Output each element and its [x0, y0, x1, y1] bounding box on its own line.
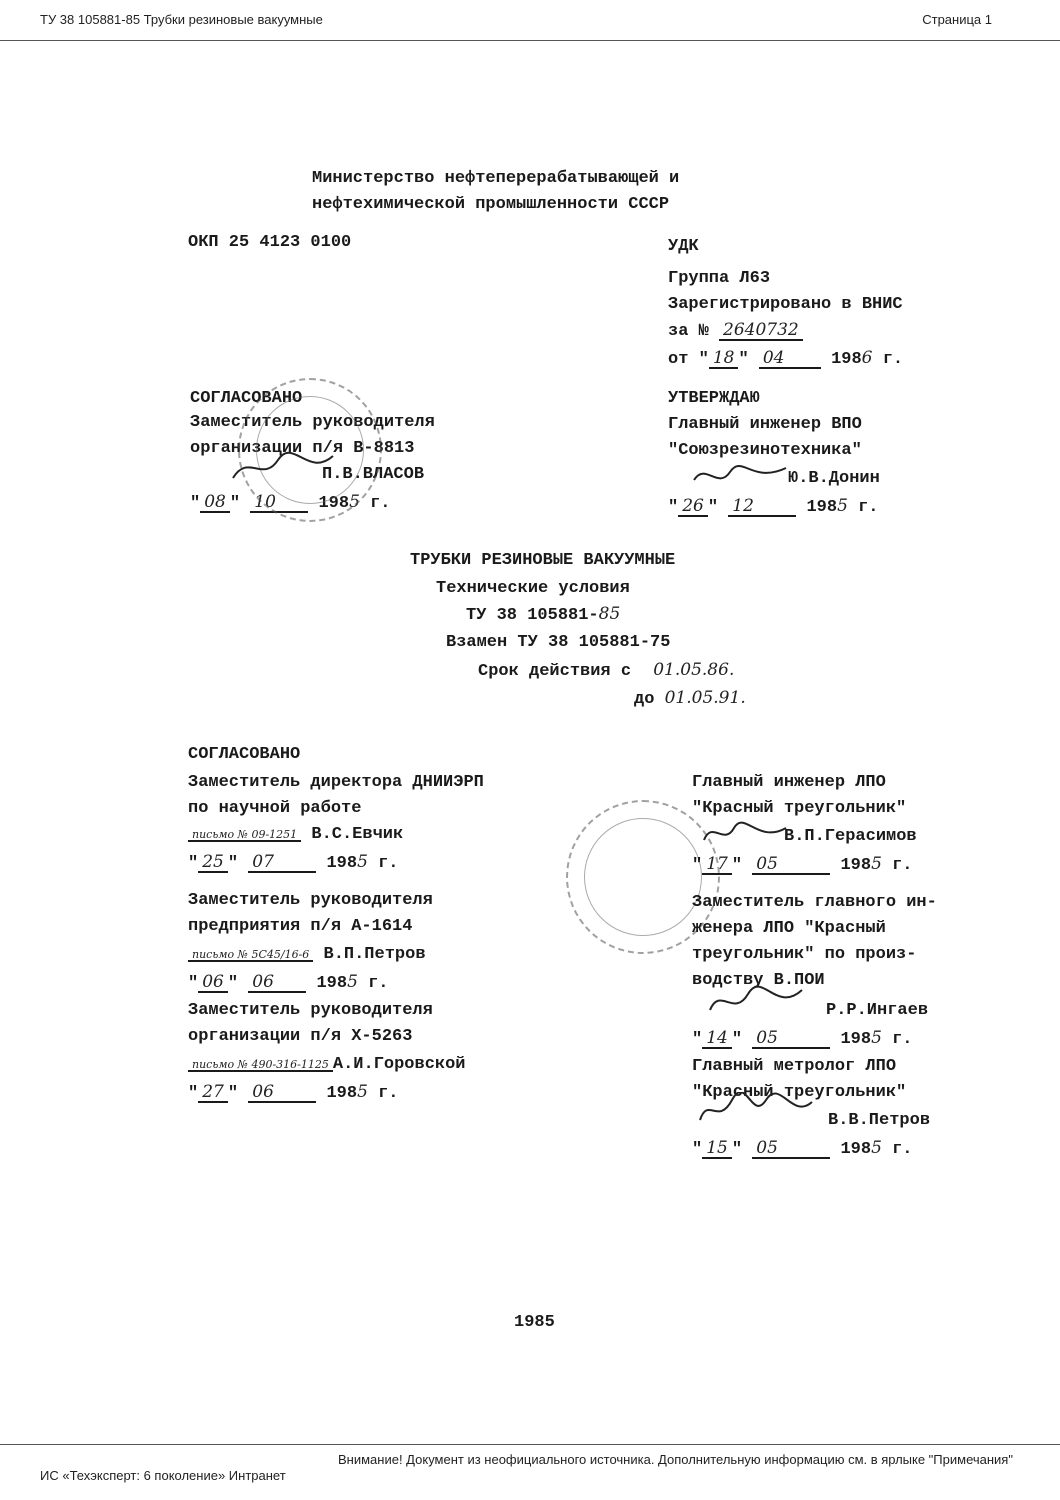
registered-label: Зарегистрировано в ВНИС [668, 295, 903, 314]
tu-number: ТУ 38 105881-85 [466, 604, 621, 625]
signer-3-name: В.В.Петров [828, 1111, 931, 1130]
right-approval-title: УТВЕРЖДАЮ [668, 389, 760, 408]
page-number: Страница 1 [922, 12, 992, 27]
approver-1-letter: письмо № 09-1251 В.С.Евчик [188, 826, 403, 843]
right-approval-date: " 26 " 12 1985 г. [668, 496, 879, 517]
approver-1-date: " 25 " 07 1985 г. [188, 852, 399, 873]
signer-2-line-2: женера ЛПО "Красный [692, 919, 886, 938]
group-label: Группа Л63 [668, 269, 771, 288]
signer-3-line-2: "Красный треугольник" [692, 1083, 907, 1102]
document-year: 1985 [514, 1313, 555, 1332]
signer-3-date: " 15 " 05 1985 г. [692, 1138, 913, 1159]
approver-2-line-2: предприятия п/я А-1614 [188, 917, 413, 936]
ministry-line-1: Министерство нефтеперерабатывающей и [312, 169, 680, 188]
ministry-line-2: нефтехимической промышленности СССР [312, 195, 670, 214]
document-subtitle: Технические условия [436, 579, 630, 598]
approver-1-line-1: Заместитель директора ДНИИЭРП [188, 773, 484, 792]
signer-2-date: " 14 " 05 1985 г. [692, 1028, 913, 1049]
registration-number: за № 2640732 [668, 322, 803, 341]
header-divider [0, 40, 1060, 41]
signer-3-line-1: Главный метролог ЛПО [692, 1057, 897, 1076]
approver-1-line-2: по научной работе [188, 799, 362, 818]
footer-divider [0, 1444, 1060, 1445]
left-approval-name: П.В.ВЛАСОВ [322, 465, 425, 484]
approver-3-line-2: организации п/я Х-5263 [188, 1027, 413, 1046]
registration-date: от " 18 " 04 1986 г. [668, 348, 904, 369]
right-approval-line-1: Главный инженер ВПО [668, 415, 862, 434]
signer-2-signature [706, 984, 806, 1020]
document-title: ТУ 38 105881-85 Трубки резиновые вакуумные [40, 12, 323, 27]
validity-from: Срок действия с 01.05.86. [478, 660, 735, 681]
signer-1-line-2: "Красный треугольник" [692, 799, 907, 818]
product-title: ТРУБКИ РЕЗИНОВЫЕ ВАКУУМНЫЕ [410, 551, 676, 570]
approver-2-line-1: Заместитель руководителя [188, 891, 433, 910]
signer-2-name: Р.Р.Ингаев [826, 1001, 929, 1020]
left-approval-signature [228, 448, 338, 488]
lower-left-title: СОГЛАСОВАНО [188, 745, 301, 764]
approver-3-letter: письмо № 490-316-1125 А.И.Горовской [188, 1056, 466, 1073]
left-approval-line-2: организации п/я В-8813 [190, 439, 415, 458]
system-name: ИС «Техэксперт: 6 поколение» Интранет [40, 1468, 286, 1483]
approver-3-date: " 27 " 06 1985 г. [188, 1082, 399, 1103]
validity-to: до 01.05.91. [634, 688, 746, 709]
okp-code: ОКП 25 4123 0100 [188, 233, 352, 252]
approver-2-letter: письмо № 5С45/16-6 В.П.Петров [188, 946, 426, 963]
right-approval-line-2: "Союзрезинотехника" [668, 441, 862, 460]
signer-1-date: " 17 " 05 1985 г. [692, 854, 913, 875]
unofficial-source-notice: Внимание! Документ из неофициального источника. Дополнительную информацию см. в ярлыке "Примечания" [338, 1452, 1013, 1467]
left-approval-date: " 08 " 10 1985 г. [190, 492, 391, 513]
signer-2-line-3: треугольник" по произ- [692, 945, 917, 964]
signer-1-name: В.П.Герасимов [784, 827, 917, 846]
signer-3-signature [696, 1092, 816, 1128]
right-approval-signature [690, 458, 790, 494]
signer-1-line-1: Главный инженер ЛПО [692, 773, 886, 792]
signer-2-line-1: Заместитель главного ин- [692, 893, 937, 912]
right-approval-name: Ю.В.Донин [788, 469, 880, 488]
replaces-tu: Взамен ТУ 38 105881-75 [446, 633, 671, 652]
left-approval-title: СОГЛАСОВАНО [190, 389, 303, 408]
signer-1-signature [700, 816, 790, 850]
approver-3-line-1: Заместитель руководителя [188, 1001, 433, 1020]
signer-2-line-4: водству В.ПОИ [692, 971, 825, 990]
left-approval-line-1: Заместитель руководителя [190, 413, 435, 432]
udk-label: УДК [668, 237, 699, 256]
approver-2-date: " 06 " 06 1985 г. [188, 972, 389, 993]
